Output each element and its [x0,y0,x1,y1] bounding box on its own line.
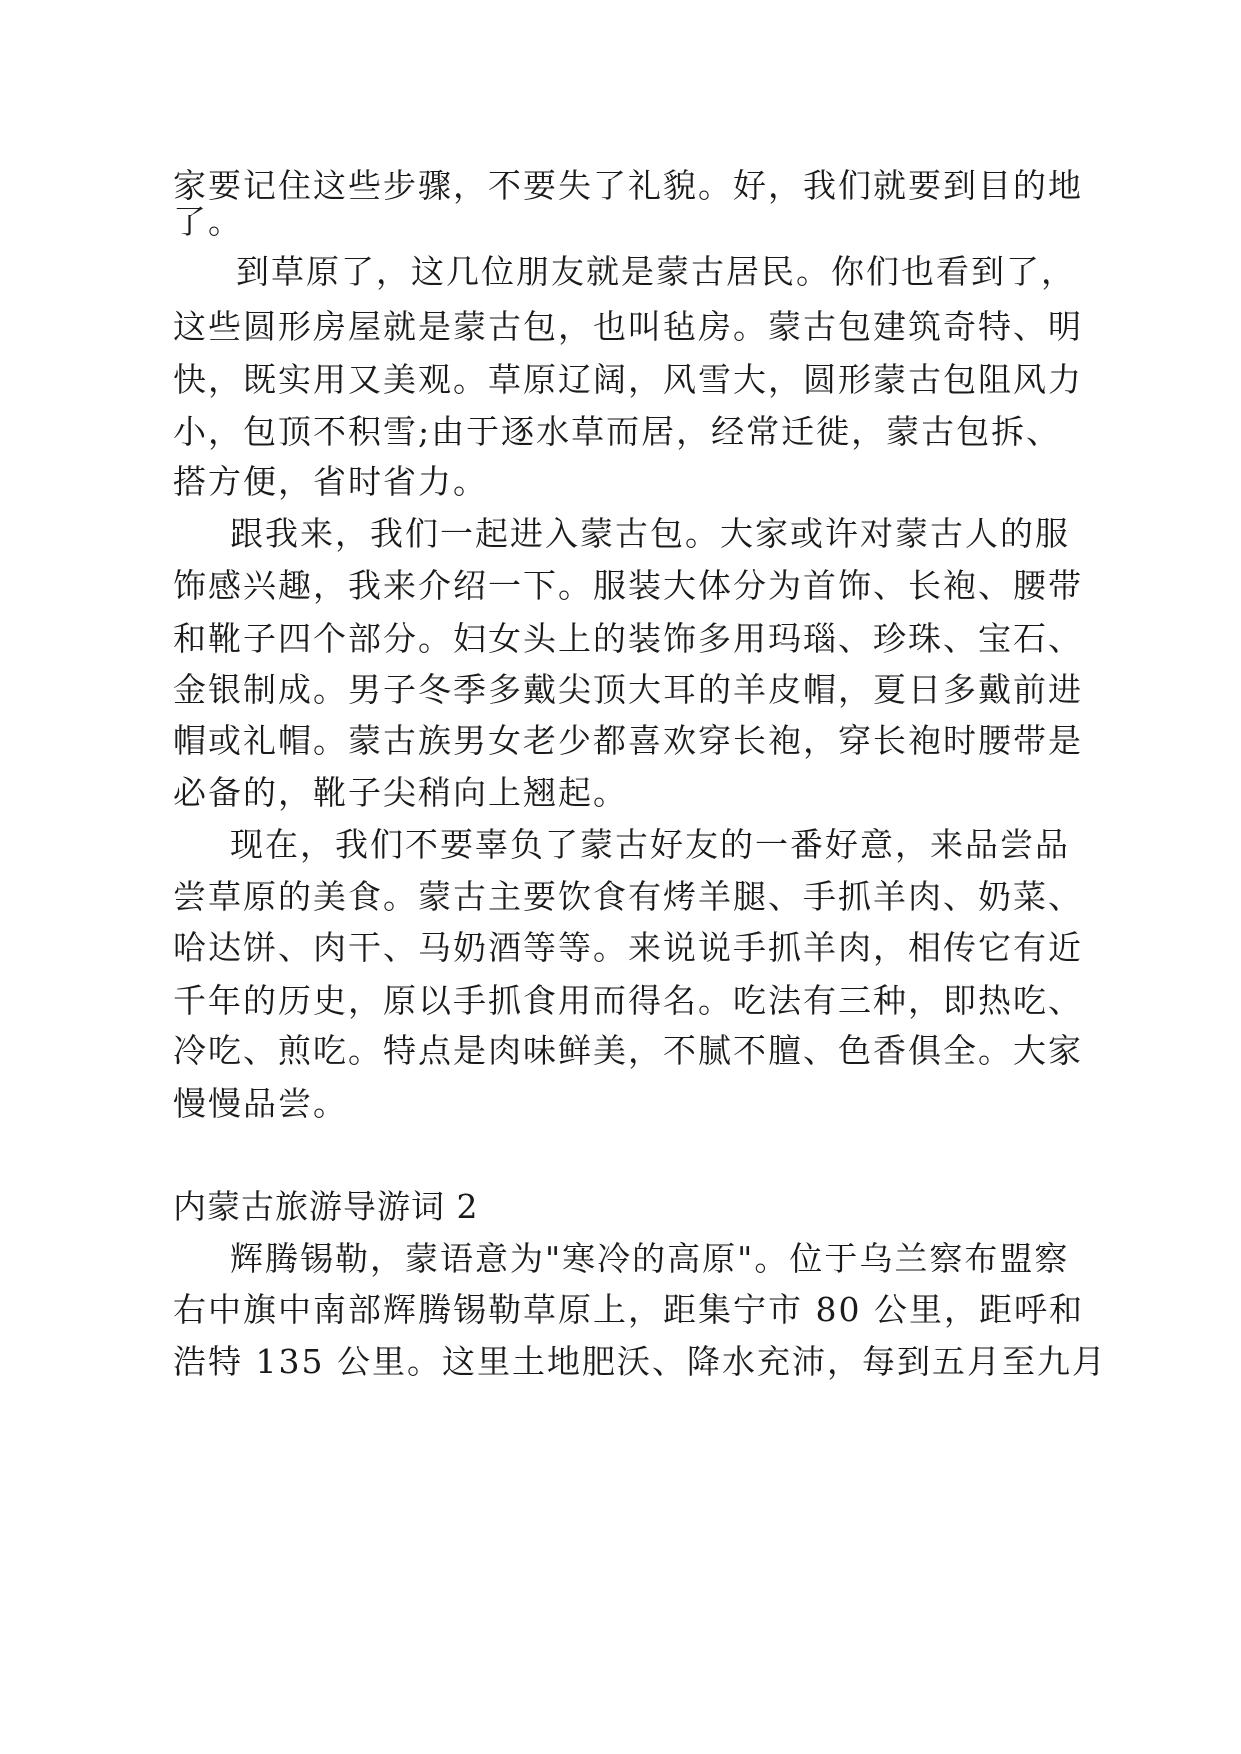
text-line: 哈达饼、肉干、马奶酒等等。来说说手抓羊肉，相传它有近 [173,928,1083,967]
text-line: 必备的，靴子尖稍向上翘起。 [173,773,628,812]
text-line: 帽或礼帽。蒙古族男女老少都喜欢穿长袍，穿长袍时腰带是 [173,721,1083,760]
text-line: 尝草原的美食。蒙古主要饮食有烤羊腿、手抓羊肉、奶菜、 [173,877,1083,916]
paragraph-first-line: 跟我来，我们一起进入蒙古包。大家或许对蒙古人的服 [230,514,1070,553]
paragraph-first-line: 现在，我们不要辜负了蒙古好友的一番好意，来品尝品 [230,825,1070,864]
text-line: 千年的历史，原以手抓食用而得名。吃法有三种，即热吃、 [173,981,1083,1020]
text-line: 冷吃、煎吃。特点是肉味鲜美，不腻不膻、色香俱全。大家 [173,1031,1083,1070]
paragraph-first-line: 辉腾锡勒，蒙语意为"寒冷的高原"。位于乌兰察布盟察 [230,1239,1070,1278]
text-line: 浩特 135 公里。这里土地肥沃、降水充沛，每到五月至九月 [173,1342,1107,1381]
text-line: 和靴子四个部分。妇女头上的装饰多用玛瑙、珍珠、宝石、 [173,619,1083,658]
text-line: 了。 [173,202,243,241]
text-line: 快，既实用又美观。草原辽阔，风雪大，圆形蒙古包阻风力 [173,360,1083,399]
text-line: 家要记住这些步骤，不要失了礼貌。好，我们就要到目的地 [173,166,1083,205]
paragraph-first-line: 到草原了，这几位朋友就是蒙古居民。你们也看到了， [236,252,1076,291]
text-line: 饰感兴趣，我来介绍一下。服装大体分为首饰、长袍、腰带 [173,566,1083,605]
text-line: 这些圆形房屋就是蒙古包，也叫毡房。蒙古包建筑奇特、明 [173,307,1083,346]
section-heading: 内蒙古旅游导游词 2 [173,1187,479,1226]
text-line: 搭方便，省时省力。 [173,462,488,501]
text-line: 金银制成。男子冬季多戴尖顶大耳的羊皮帽，夏日多戴前进 [173,670,1083,709]
text-line: 小，包顶不积雪;由于逐水草而居，经常迁徙，蒙古包拆、 [173,412,1062,451]
text-line: 右中旗中南部辉腾锡勒草原上，距集宁市 80 公里，距呼和 [173,1290,1084,1329]
text-line: 慢慢品尝。 [173,1084,348,1123]
